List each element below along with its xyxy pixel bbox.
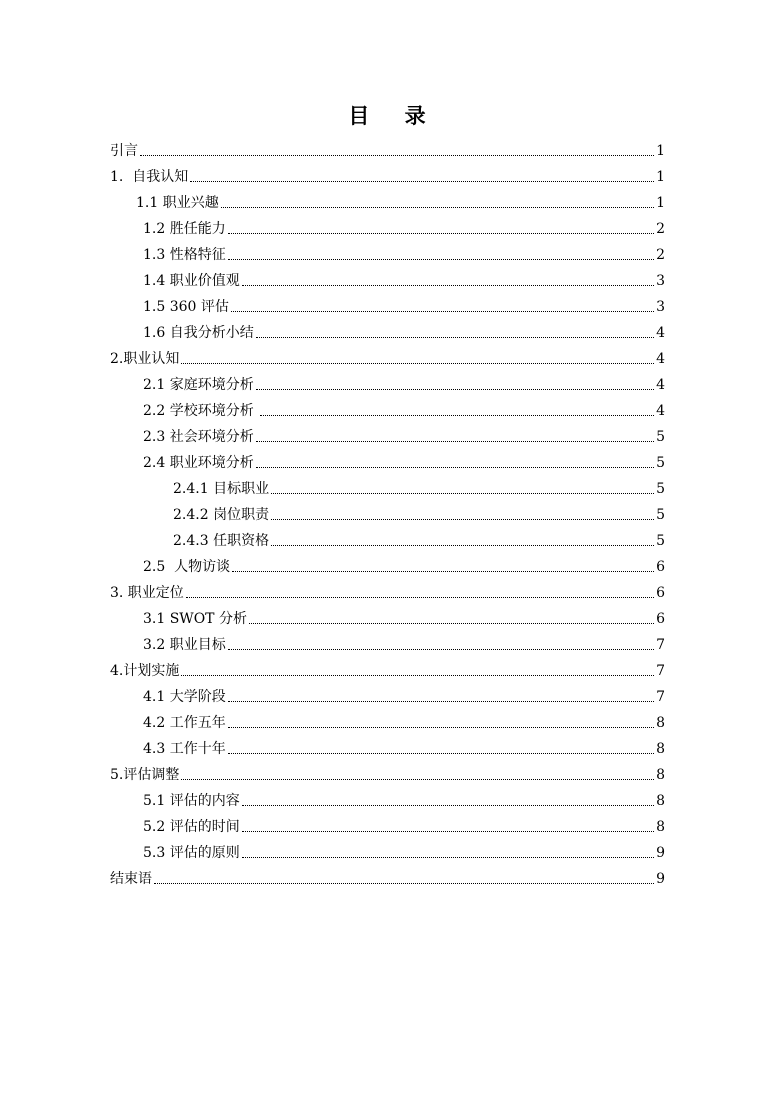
toc-entry-label: 1. 自我认知 (110, 169, 189, 185)
toc-entry-label: 3.2 职业目标 (143, 637, 226, 653)
toc-entry-label: 4.计划实施 (110, 663, 180, 679)
toc-entry[interactable] (143, 296, 665, 318)
toc-entry[interactable] (143, 634, 665, 656)
toc-entry-page: 5 (656, 429, 665, 445)
toc-entry-label: 5.2 评估的时间 (143, 819, 240, 835)
toc-entry[interactable] (110, 868, 665, 890)
dot-leader (228, 753, 654, 754)
dot-leader (221, 207, 654, 208)
toc-entry-label: 2.3 社会环境分析 (143, 429, 254, 445)
toc-entry[interactable] (110, 140, 665, 162)
toc-entry[interactable] (110, 166, 665, 188)
toc-entry-label: 2.4 职业环境分析 (143, 455, 254, 471)
dot-leader (256, 337, 654, 338)
dot-leader (271, 493, 654, 494)
toc-entry[interactable] (143, 400, 665, 422)
toc-entry-label: 2.4.3 任职资格 (173, 533, 270, 549)
dot-leader (228, 701, 654, 702)
toc-entry[interactable] (173, 530, 665, 552)
dot-leader (228, 233, 654, 234)
toc-entry[interactable] (143, 686, 665, 708)
dot-leader (181, 675, 654, 676)
dot-leader (242, 805, 654, 806)
toc-entry-label: 1.6 自我分析小结 (143, 325, 254, 341)
toc-entry[interactable] (110, 764, 665, 786)
toc-entry-label: 5.评估调整 (110, 767, 180, 783)
toc-entry[interactable] (143, 374, 665, 396)
toc-entry-page: 8 (656, 741, 665, 757)
dot-leader (190, 181, 654, 182)
toc-entry-label: 5.1 评估的内容 (143, 793, 240, 809)
page-title: 目 录 (348, 104, 440, 128)
toc-entry-page: 3 (656, 299, 665, 315)
toc-entry[interactable] (143, 452, 665, 474)
toc-entry[interactable] (143, 842, 665, 864)
toc-entry[interactable] (143, 816, 665, 838)
toc-entry[interactable] (136, 192, 665, 214)
toc-entry[interactable] (143, 790, 665, 812)
dot-leader (232, 571, 654, 572)
dot-leader (256, 467, 654, 468)
dot-leader (271, 545, 654, 546)
toc-entry-page: 8 (656, 715, 665, 731)
toc-entry[interactable] (143, 218, 665, 240)
toc-entry[interactable] (143, 426, 665, 448)
dot-leader (228, 259, 654, 260)
toc-entry-label: 3. 职业定位 (110, 585, 184, 601)
toc-entry-label: 2.5 人物访谈 (143, 559, 231, 575)
toc-entry[interactable] (143, 608, 665, 630)
toc-entry-label: 1.3 性格特征 (143, 247, 226, 263)
dot-leader (260, 415, 654, 416)
toc-entry-page: 5 (656, 481, 665, 497)
toc-entry[interactable] (143, 244, 665, 266)
dot-leader (242, 285, 654, 286)
dot-leader (271, 519, 654, 520)
dot-leader (181, 779, 654, 780)
dot-leader (186, 597, 654, 598)
toc-entry[interactable] (173, 478, 665, 500)
toc-entry-page: 7 (656, 689, 665, 705)
toc-entry-label: 5.3 评估的原则 (143, 845, 240, 861)
toc-entry-page: 5 (656, 507, 665, 523)
toc-entry-label: 2.1 家庭环境分析 (143, 377, 254, 393)
dot-leader (231, 311, 654, 312)
toc-entry-page: 8 (656, 793, 665, 809)
toc-entry[interactable] (110, 348, 665, 370)
dot-leader (181, 363, 654, 364)
toc-entry-label: 1.5 360 评估 (143, 299, 229, 315)
toc-entry-page: 1 (656, 143, 665, 159)
toc-entry-page: 4 (656, 325, 665, 341)
toc-entry-page: 7 (656, 637, 665, 653)
dot-leader (154, 883, 654, 884)
toc-entry-page: 6 (656, 611, 665, 627)
toc-entry-label: 引言 (110, 143, 138, 159)
dot-leader (228, 727, 654, 728)
dot-leader (242, 857, 654, 858)
toc-entry-page: 5 (656, 455, 665, 471)
toc-entry-page: 2 (656, 247, 665, 263)
dot-leader (256, 389, 654, 390)
dot-leader (249, 623, 654, 624)
toc-entry-page: 2 (656, 221, 665, 237)
toc-entry[interactable] (143, 270, 665, 292)
toc-entry-label: 1.4 职业价值观 (143, 273, 240, 289)
toc-entry-page: 6 (656, 585, 665, 601)
toc-entry-page: 8 (656, 819, 665, 835)
toc-entry-page: 3 (656, 273, 665, 289)
toc-entry[interactable] (143, 322, 665, 344)
toc-entry[interactable] (143, 738, 665, 760)
toc-entry-page: 4 (656, 351, 665, 367)
toc-entry-page: 7 (656, 663, 665, 679)
toc-entry-page: 1 (656, 195, 665, 211)
toc-entry-label: 2.4.2 岗位职责 (173, 507, 270, 523)
toc-entry-label: 结束语 (110, 871, 152, 887)
dot-leader (140, 155, 654, 156)
toc-entry-page: 4 (656, 403, 665, 419)
toc-entry-page: 9 (656, 845, 665, 861)
toc-entry-label: 4.1 大学阶段 (143, 689, 226, 705)
toc-entry-page: 5 (656, 533, 665, 549)
toc-entry-label: 3.1 SWOT 分析 (143, 611, 247, 627)
dot-leader (256, 441, 654, 442)
toc-entry-label: 2.4.1 目标职业 (173, 481, 270, 497)
toc-entry-page: 9 (656, 871, 665, 887)
dot-leader (228, 649, 654, 650)
toc-entry-page: 8 (656, 767, 665, 783)
toc-entry-label: 4.2 工作五年 (143, 715, 226, 731)
toc-entry-label: 1.1 职业兴趣 (136, 195, 219, 211)
toc-entry-page: 1 (656, 169, 665, 185)
toc-entry-label: 2.2 学校环境分析 (143, 403, 259, 419)
toc-entry-label: 2.职业认知 (110, 351, 180, 367)
toc-entry[interactable] (110, 660, 665, 682)
toc-entry-page: 4 (656, 377, 665, 393)
toc-entry[interactable] (173, 504, 665, 526)
dot-leader (242, 831, 654, 832)
toc-entry-page: 6 (656, 559, 665, 575)
toc-entry-label: 1.2 胜任能力 (143, 221, 226, 237)
toc-entry-label: 4.3 工作十年 (143, 741, 226, 757)
toc-entry[interactable] (143, 556, 665, 578)
toc-entry[interactable] (110, 582, 665, 604)
toc-entry[interactable] (143, 712, 665, 734)
